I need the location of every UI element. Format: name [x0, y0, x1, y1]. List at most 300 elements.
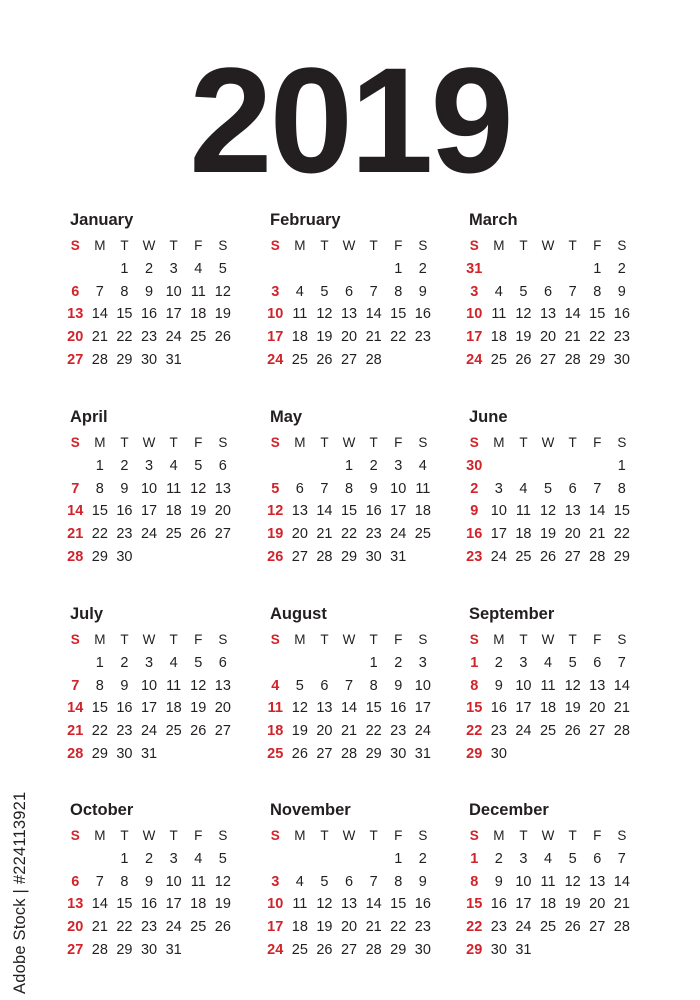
day-cell: 24 — [267, 351, 284, 368]
day-cell: 29 — [390, 941, 407, 958]
weekday-header: W — [142, 632, 156, 647]
day-cell: 7 — [95, 873, 104, 890]
weekday-header: F — [394, 238, 403, 253]
day-cell: 6 — [320, 677, 329, 694]
day-cell: 17 — [466, 329, 483, 346]
day-cell: 8 — [120, 873, 129, 890]
day-cell: 1 — [470, 655, 479, 671]
day-cell: 3 — [494, 480, 503, 497]
weekday-header: T — [320, 435, 329, 450]
day-cell: 29 — [613, 548, 630, 565]
day-cell: 29 — [91, 745, 108, 762]
day-cell: 2 — [369, 458, 378, 474]
day-cell: 17 — [165, 306, 182, 323]
day-cell: 25 — [490, 351, 507, 368]
day-cell: 12 — [267, 503, 284, 520]
month-title: August — [270, 605, 327, 623]
weekday-header: T — [369, 828, 378, 843]
day-cell: 11 — [415, 480, 431, 497]
day-cell: 27 — [67, 351, 84, 368]
day-cell: 10 — [466, 306, 483, 323]
day-cell: 31 — [140, 745, 158, 762]
weekday-header: T — [169, 238, 178, 253]
day-cell: 27 — [564, 548, 581, 565]
day-cell: 3 — [519, 655, 528, 671]
weekday-header: T — [369, 435, 378, 450]
weekday-header: T — [320, 632, 329, 647]
day-cell: 28 — [613, 919, 630, 936]
day-cell: 3 — [394, 458, 403, 474]
day-cell: 5 — [194, 655, 203, 671]
day-cell: 3 — [418, 655, 427, 671]
day-cell: 8 — [593, 283, 602, 300]
day-cell: 10 — [414, 677, 431, 694]
weekday-header: W — [541, 828, 555, 843]
day-cell: 5 — [194, 458, 203, 474]
day-cell: 2 — [145, 851, 154, 867]
day-cell: 6 — [593, 851, 602, 867]
day-cell: 29 — [91, 548, 108, 565]
day-cell: 12 — [291, 700, 308, 717]
day-cell: 8 — [617, 480, 626, 497]
day-cell: 11 — [540, 677, 556, 694]
weekday-header: T — [519, 435, 528, 450]
day-cell: 12 — [214, 283, 231, 300]
day-cell: 11 — [166, 677, 182, 694]
day-cell: 26 — [564, 919, 581, 936]
weekday-header: F — [593, 828, 602, 843]
day-cell: 23 — [414, 329, 431, 346]
weekday-header: M — [94, 632, 106, 647]
day-cell: 13 — [340, 896, 358, 913]
day-cell: 4 — [295, 873, 304, 890]
day-cell: 18 — [190, 896, 207, 913]
day-cell: 8 — [120, 283, 129, 300]
weekday-header: S — [70, 435, 80, 450]
weekday-header: T — [120, 238, 129, 253]
day-cell: 16 — [613, 306, 630, 323]
day-cell: 2 — [470, 480, 479, 497]
day-cell: 6 — [218, 458, 227, 474]
day-cell: 21 — [613, 896, 630, 913]
day-cell: 7 — [369, 873, 378, 890]
day-cell: 17 — [267, 919, 284, 936]
day-cell: 8 — [470, 677, 479, 694]
day-cell: 9 — [145, 873, 154, 890]
day-cell: 16 — [116, 700, 133, 717]
day-cell: 17 — [390, 503, 407, 520]
day-cell: 21 — [340, 723, 358, 740]
day-cell: 13 — [67, 306, 84, 323]
day-cell: 18 — [291, 919, 308, 936]
day-cell: 10 — [490, 503, 507, 520]
day-cell: 13 — [564, 503, 581, 520]
day-cell: 21 — [365, 329, 382, 346]
weekday-header: T — [369, 238, 378, 253]
weekday-header: S — [617, 632, 627, 647]
day-cell: 22 — [116, 919, 133, 936]
day-cell: 14 — [564, 306, 581, 323]
day-cell: 30 — [490, 941, 507, 958]
day-cell: 5 — [544, 480, 553, 497]
month-title: May — [270, 408, 303, 426]
weekday-header: S — [218, 828, 228, 843]
weekday-header: T — [169, 632, 178, 647]
day-cell: 18 — [414, 503, 431, 520]
day-cell: 22 — [116, 329, 133, 346]
day-cell: 7 — [593, 480, 602, 497]
day-cell: 23 — [490, 723, 507, 740]
day-cell: 9 — [145, 283, 154, 300]
day-cell: 10 — [515, 677, 532, 694]
day-cell: 27 — [589, 723, 606, 740]
day-cell: 4 — [194, 851, 203, 867]
day-cell: 31 — [165, 351, 182, 368]
day-cell: 27 — [67, 941, 84, 958]
day-cell: 3 — [271, 873, 280, 890]
day-cell: 1 — [95, 458, 104, 474]
day-cell: 15 — [390, 306, 407, 323]
weekday-header: M — [294, 828, 306, 843]
day-cell: 22 — [466, 723, 483, 740]
day-cell: 30 — [490, 745, 507, 762]
day-cell: 25 — [267, 745, 284, 762]
day-cell: 7 — [568, 283, 577, 300]
day-cell: 28 — [91, 941, 108, 958]
weekday-header: F — [194, 828, 203, 843]
day-cell: 28 — [589, 548, 606, 565]
day-cell: 12 — [564, 677, 581, 694]
day-cell: 18 — [490, 329, 507, 346]
day-cell: 7 — [369, 283, 378, 300]
weekday-header: F — [593, 435, 602, 450]
day-cell: 20 — [589, 896, 606, 913]
day-cell: 20 — [316, 723, 333, 740]
day-cell: 31 — [165, 941, 182, 958]
day-cell: 23 — [390, 723, 407, 740]
month-title: September — [469, 605, 555, 623]
weekday-header: W — [541, 632, 555, 647]
day-cell: 10 — [267, 896, 284, 913]
weekday-header: T — [169, 435, 178, 450]
day-cell: 11 — [190, 283, 206, 300]
day-cell: 2 — [494, 655, 503, 671]
day-cell: 29 — [365, 745, 382, 762]
day-cell: 3 — [169, 261, 178, 277]
day-cell: 13 — [589, 677, 606, 694]
day-cell: 19 — [190, 700, 207, 717]
day-cell: 29 — [466, 745, 483, 762]
day-cell: 2 — [617, 261, 626, 277]
day-cell: 7 — [320, 480, 329, 497]
day-cell: 4 — [271, 677, 280, 694]
day-cell: 24 — [140, 526, 158, 543]
weekday-header: M — [94, 435, 106, 450]
day-cell: 17 — [515, 700, 532, 717]
day-cell: 2 — [394, 655, 403, 671]
day-cell: 21 — [316, 526, 333, 543]
day-cell: 26 — [214, 329, 231, 346]
day-cell: 9 — [394, 677, 403, 694]
day-cell: 16 — [414, 306, 431, 323]
day-cell: 10 — [267, 306, 284, 323]
day-cell: 30 — [116, 548, 133, 565]
day-cell: 19 — [214, 896, 231, 913]
day-cell: 18 — [165, 700, 182, 717]
weekday-header: W — [342, 632, 356, 647]
day-cell: 6 — [544, 283, 553, 300]
day-cell: 15 — [116, 306, 133, 323]
day-cell: 30 — [116, 745, 133, 762]
day-cell: 14 — [67, 503, 84, 520]
day-cell: 3 — [169, 851, 178, 867]
day-cell: 2 — [418, 261, 427, 277]
day-cell: 20 — [214, 700, 231, 717]
day-cell: 19 — [291, 723, 308, 740]
day-cell: 9 — [369, 480, 378, 497]
day-cell: 28 — [67, 745, 84, 762]
day-cell: 21 — [91, 329, 108, 346]
day-cell: 12 — [539, 503, 557, 520]
day-cell: 13 — [214, 677, 231, 694]
day-cell: 18 — [291, 329, 308, 346]
day-cell: 1 — [617, 458, 626, 474]
day-cell: 19 — [267, 526, 284, 543]
day-cell: 8 — [470, 873, 479, 890]
day-cell: 3 — [145, 655, 154, 671]
stock-credit-text: Adobe Stock | #224113921 — [11, 791, 29, 994]
day-cell: 6 — [71, 873, 80, 890]
day-cell: 6 — [345, 873, 354, 890]
day-cell: 8 — [394, 873, 403, 890]
day-cell: 30 — [466, 458, 483, 474]
day-cell: 24 — [466, 351, 483, 368]
day-cell: 21 — [67, 526, 84, 543]
day-cell: 26 — [316, 941, 333, 958]
day-cell: 17 — [140, 503, 158, 520]
day-cell: 18 — [539, 896, 557, 913]
day-cell: 12 — [515, 306, 532, 323]
day-cell: 6 — [218, 655, 227, 671]
month-title: November — [270, 801, 351, 819]
day-cell: 27 — [214, 723, 231, 740]
day-cell: 16 — [466, 526, 483, 543]
day-cell: 3 — [470, 283, 479, 300]
weekday-header: S — [270, 238, 280, 253]
weekday-header: T — [120, 632, 129, 647]
day-cell: 4 — [544, 655, 553, 671]
day-cell: 16 — [140, 306, 158, 323]
day-cell: 26 — [267, 548, 284, 565]
day-cell: 23 — [365, 526, 382, 543]
day-cell: 12 — [316, 896, 333, 913]
day-cell: 30 — [140, 941, 158, 958]
day-cell: 14 — [365, 306, 382, 323]
day-cell: 15 — [390, 896, 407, 913]
day-cell: 29 — [589, 351, 606, 368]
day-cell: 29 — [466, 941, 483, 958]
day-cell: 25 — [414, 526, 431, 543]
day-cell: 15 — [466, 896, 483, 913]
day-cell: 7 — [95, 283, 104, 300]
day-cell: 30 — [613, 351, 630, 368]
day-cell: 24 — [267, 941, 284, 958]
day-cell: 22 — [340, 526, 358, 543]
day-cell: 1 — [345, 458, 354, 474]
day-cell: 18 — [539, 700, 557, 717]
day-cell: 14 — [316, 503, 333, 520]
day-cell: 27 — [214, 526, 231, 543]
day-cell: 22 — [613, 526, 630, 543]
day-cell: 9 — [617, 283, 626, 300]
day-cell: 4 — [494, 283, 503, 300]
weekday-header: S — [218, 435, 228, 450]
day-cell: 2 — [145, 261, 154, 277]
day-cell: 6 — [71, 283, 80, 300]
day-cell: 28 — [67, 548, 84, 565]
day-cell: 9 — [494, 873, 503, 890]
weekday-header: T — [519, 828, 528, 843]
weekday-header: S — [218, 632, 228, 647]
weekday-header: S — [270, 435, 280, 450]
day-cell: 10 — [515, 873, 532, 890]
day-cell: 22 — [466, 919, 483, 936]
day-cell: 9 — [418, 283, 427, 300]
day-cell: 23 — [466, 548, 483, 565]
day-cell: 23 — [490, 919, 507, 936]
weekday-header: T — [369, 632, 378, 647]
weekday-header: W — [142, 828, 156, 843]
day-cell: 22 — [91, 723, 108, 740]
day-cell: 31 — [390, 548, 407, 565]
day-cell: 9 — [120, 480, 129, 497]
day-cell: 11 — [190, 873, 206, 890]
day-cell: 25 — [291, 941, 308, 958]
day-cell: 2 — [418, 851, 427, 867]
day-cell: 8 — [394, 283, 403, 300]
day-cell: 5 — [218, 261, 227, 277]
day-cell: 17 — [414, 700, 431, 717]
day-cell: 14 — [589, 503, 606, 520]
day-cell: 22 — [589, 329, 606, 346]
day-cell: 25 — [190, 329, 207, 346]
weekday-header: W — [541, 435, 555, 450]
day-cell: 23 — [613, 329, 630, 346]
weekday-header: S — [418, 238, 428, 253]
day-cell: 5 — [568, 851, 577, 867]
weekday-header: S — [617, 435, 627, 450]
day-cell: 23 — [140, 919, 158, 936]
day-cell: 9 — [470, 503, 479, 520]
day-cell: 22 — [365, 723, 382, 740]
day-cell: 24 — [515, 723, 532, 740]
day-cell: 18 — [515, 526, 532, 543]
day-cell: 12 — [316, 306, 333, 323]
day-cell: 31 — [515, 941, 532, 958]
month-title: December — [469, 801, 549, 819]
weekday-header: F — [194, 238, 203, 253]
weekday-header: M — [94, 238, 106, 253]
weekday-header: T — [120, 828, 129, 843]
day-cell: 11 — [292, 896, 308, 913]
day-cell: 13 — [67, 896, 84, 913]
day-cell: 19 — [564, 700, 581, 717]
day-cell: 7 — [617, 655, 626, 671]
day-cell: 2 — [120, 458, 129, 474]
day-cell: 23 — [414, 919, 431, 936]
day-cell: 9 — [418, 873, 427, 890]
day-cell: 15 — [116, 896, 133, 913]
day-cell: 20 — [214, 503, 231, 520]
day-cell: 14 — [67, 700, 84, 717]
day-cell: 16 — [116, 503, 133, 520]
day-cell: 4 — [544, 851, 553, 867]
day-cell: 25 — [190, 919, 207, 936]
day-cell: 25 — [165, 526, 182, 543]
day-cell: 24 — [490, 548, 507, 565]
day-cell: 11 — [292, 306, 308, 323]
day-cell: 12 — [190, 480, 207, 497]
day-cell: 24 — [515, 919, 532, 936]
day-cell: 20 — [67, 329, 84, 346]
weekday-header: F — [194, 435, 203, 450]
day-cell: 15 — [91, 503, 108, 520]
day-cell: 20 — [67, 919, 84, 936]
year-title: 2019 — [189, 36, 511, 204]
day-cell: 26 — [190, 723, 207, 740]
day-cell: 25 — [539, 723, 557, 740]
stock-credit — [8, 770, 34, 994]
day-cell: 1 — [394, 851, 403, 867]
day-cell: 26 — [539, 548, 557, 565]
day-cell: 1 — [593, 261, 602, 277]
weekday-header: S — [270, 632, 280, 647]
day-cell: 28 — [91, 351, 108, 368]
day-cell: 2 — [120, 655, 129, 671]
day-cell: 28 — [340, 745, 358, 762]
day-cell: 19 — [564, 896, 581, 913]
day-cell: 5 — [320, 873, 329, 890]
day-cell: 28 — [316, 548, 333, 565]
day-cell: 30 — [414, 941, 431, 958]
weekday-header: S — [418, 828, 428, 843]
day-cell: 29 — [116, 941, 133, 958]
day-cell: 24 — [165, 329, 182, 346]
weekday-header: T — [320, 238, 329, 253]
day-cell: 18 — [190, 306, 207, 323]
weekday-header: M — [493, 632, 505, 647]
day-cell: 4 — [295, 283, 304, 300]
day-cell: 26 — [190, 526, 207, 543]
weekday-header: F — [593, 238, 602, 253]
day-cell: 29 — [116, 351, 133, 368]
day-cell: 10 — [165, 873, 182, 890]
weekday-header: W — [142, 238, 156, 253]
weekday-header: T — [519, 632, 528, 647]
day-cell: 3 — [145, 458, 154, 474]
day-cell: 21 — [589, 526, 606, 543]
day-cell: 8 — [345, 480, 354, 497]
day-cell: 14 — [613, 677, 630, 694]
day-cell: 22 — [390, 919, 407, 936]
weekday-header: S — [70, 828, 80, 843]
day-cell: 20 — [291, 526, 308, 543]
day-cell: 5 — [519, 283, 528, 300]
day-cell: 19 — [515, 329, 532, 346]
day-cell: 4 — [169, 458, 178, 474]
day-cell: 15 — [589, 306, 606, 323]
day-cell: 16 — [390, 700, 407, 717]
